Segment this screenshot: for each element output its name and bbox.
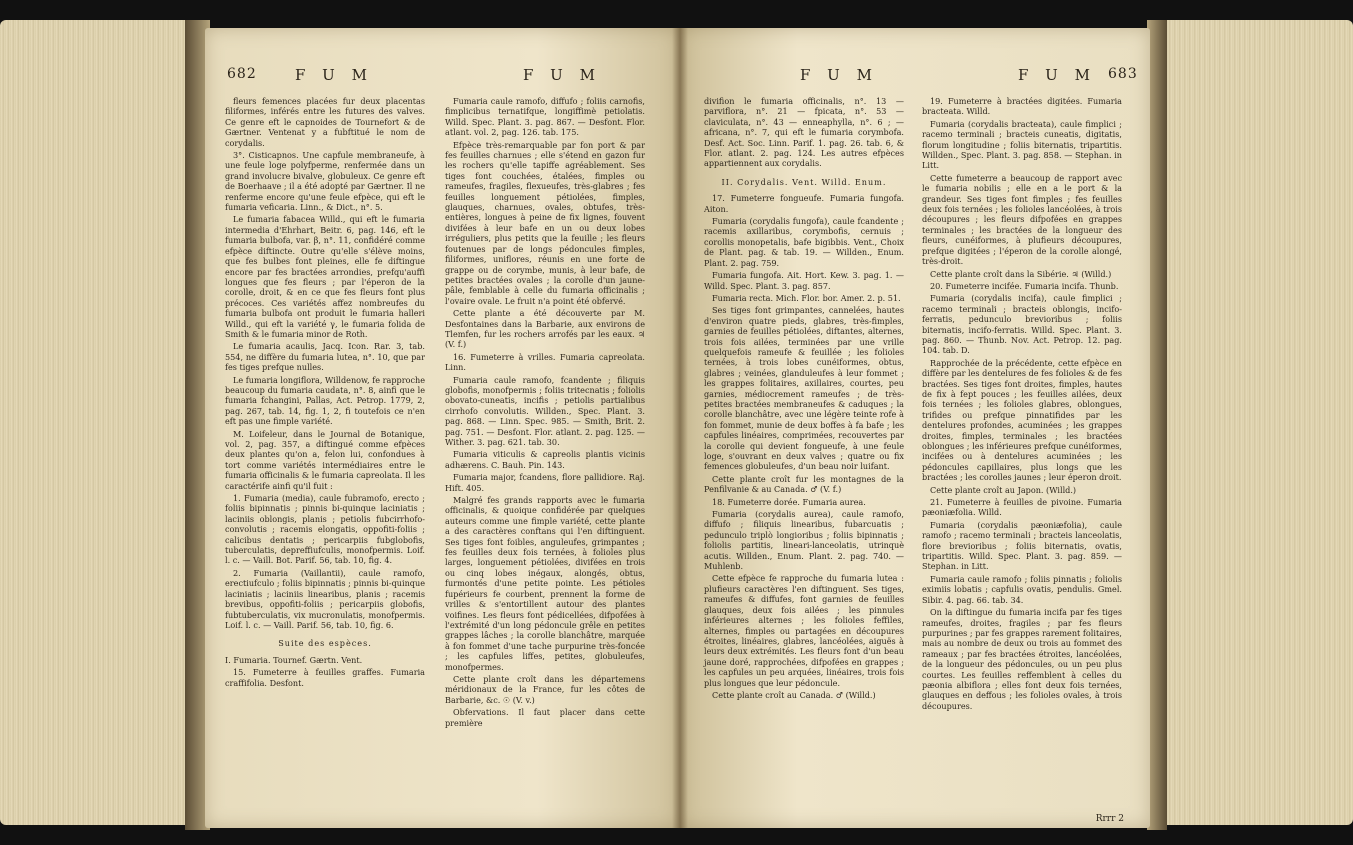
paragraph: Le fumaria fabacea Willd., qui eft le fumaria intermedia d'Ehrhart, Beitr. 6, pag. 146, eft le fumaria bulbofa, var. β, n°. 11, confidéré comme efpèce diftincte. Outre qu'elle s'élève moins, que fes bulbes font pleines, elle fe diftingue encore par fes bractées arrondies, prefqu'auffi longues que fes fleurs ; par l'éperon de la corolle, droit, & en ce que fes fleurs font plus précoces. Ces variétés affez nombreufes du fumaria bulbofa ont produit le fumaria halleri Willd., qui eft la variété γ, le fumaria folida de Smith & le fumaria minor de Roth.	[225, 214, 425, 339]
right-running-head-2: F U M	[1018, 66, 1096, 84]
paragraph: Fumaria recta. Mich. Flor. bor. Amer. 2. p. 51.	[712, 292, 901, 303]
species-heading: 18. Fumeterre dorée. Fumaria aurea.	[712, 496, 866, 507]
species-heading: 20. Fumeterre incifée. Fumaria incifa. Thunb.	[930, 280, 1119, 291]
paragraph: Cette fumeterre a beaucoup de rapport avec le fumaria nobilis ; elle en a le port & la grandeur. Ses tiges font fimples ; fes feuilles deux fois ternées ; les folioles lancéolées, à trois découpures ; les fleurs difpofées en grappes terminales ; les bractées de la longueur des fleurs, cunéiformes, à plufieurs découpures, prefque digitées ; l'éperon de la corolle alongé, très-droit.	[922, 172, 1122, 267]
paragraph: Cette plante croît dans la Sibérie. ♃ (Willd.)	[930, 268, 1112, 279]
right-cover-shadow	[1147, 20, 1167, 830]
left-page	[205, 28, 680, 828]
paragraph: Fumaria (corydalis fungofa), caule fcandente ; racemis axillaribus, corymbofis, cernuis ; corollis monopetalis, bafe bigibbis. Vent., Choix de Plant. pag. & tab. 19. — Willden., Enum. Plant. 2. pag. 759.	[704, 216, 904, 268]
paragraph: 2. Fumaria (Vaillantii), caule ramofo, erectiufculo ; foliis bipinnatis ; pinnis bi-quinque laciniatis ; laciniis linearibus, planis ; racemis brevibus, oppofiti-foliis ; pericarpiis globofis, fubtuberculatis, vix mucronulatis, monofpermis. Loif. l. c. — Vaill. Parif. 56, tab. 10, fig. 6.	[225, 567, 425, 630]
right-page-header	[680, 66, 1150, 90]
paragraph: Fumaria viticulis & capreolis plantis vicinis adhærens. C. Bauh. Pin. 143.	[445, 449, 645, 470]
paragraph: Fumaria (corydalis incifa), caule fimplici ; racemo terminali ; bracteis oblongis, incifo-ferratis, pedunculo brevioribus ; foliis biternatis, incifo-ferratis. Willd. Spec. Plant. 3. pag. 860. — Thunb. Nov. Act. Petrop. 12. pag. 104. tab. D.	[922, 293, 1122, 356]
right-page	[680, 28, 1150, 828]
paragraph: Ses tiges font grimpantes, cannelées, hautes d'environ quatre pieds, glabres, très-fimples, garnies de feuilles pétiolées, diftantes, alternes, trois fois ailées, terminées par une vrille quelquefois rameufe & feuillée ; les folioles ternées, à trois lobes cunéiformes, obtus, glabres ; veinées, glanduleufes à leur fommet ; les grappes folitaires, axillaires, courtes, peu garnies, médiocrement rameufes ; de très-petites bractées membraneufes & caduques ; la corolle blanchâtre, avec une légère teinte rofe à fon fommet, munie de deux boffes à fa bafe ; les capfules linéaires, comprimées, recouvertes par la corolle qui devient fongueufe, à une feule loge, s'ouvrant en deux valves ; quatre ou fix femences globuleufes, d'un beau noir luifant.	[704, 305, 904, 472]
paragraph: I. Fumaria. Tournef. Gærtn. Vent.	[225, 654, 363, 665]
paragraph: Cette plante croît au Japon. (Willd.)	[930, 484, 1077, 495]
right-running-head-1: F U M	[800, 66, 878, 84]
section-title: II. Corydalis. Vent. Willd. Enum.	[721, 176, 887, 187]
left-running-head-2: F U M	[523, 66, 601, 84]
species-heading: 19. Fumeterre à bractées digitées. Fumaria bracteata. Willd.	[922, 96, 1122, 117]
right-page-number: 683	[1108, 66, 1138, 82]
paragraph: Rapprochée de la précédente, cette efpèce en diffère par les dentelures de fes folioles & de fes bractées. Ses tiges font droites, fimples, hautes de fix à fept pouces ; les feuilles ailées, deux fois ternées ; les folioles glabres, oblongues, trifides ou prefque pinnatifides par les dentelures profondes, acuminées ; les grappes droites, fimples, terminales ; les bractées oblongues ; les inférieures prefque cunéiformes, incifées ou à dentelures acuminées ; les pédoncules capillaires, plus longs que les bractées ; les corolles jaunes ; leur éperon droit.	[922, 357, 1122, 483]
paragraph: Cette plante croît fur les montagnes de la Penfilvanie & au Canada. ♂ (V. f.)	[704, 473, 904, 495]
left-page-edges	[0, 20, 185, 825]
left-page-column-2	[445, 96, 645, 730]
paragraph: Malgré fes grands rapports avec le fumaria officinalis, & quoique confidérée par quelques auteurs comme une fimple variété, cette plante a des caractères conftans qui l'en diftinguent. Ses tiges font foibles, anguleufes, grimpantes ; fes feuilles deux fois ternées, à folioles plus larges, longuement pétiolées, divifées en trois ou cinq lobes inégaux, alongés, obtus, furmontés d'une petite pointe. Les pétioles fupérieurs fe courbent, prennent la forme de vrilles & s'entortillent autour des plantes voifines. Les fleurs font pédicellées, difpofées à l'extrémité d'un long pédoncule grêle en petites grappes lâches ; la corolle blanchâtre, marquée à fon fommet d'une tache purpurine très-foncée ; les capfules liffes, petites, globuleufes, monofpermes.	[445, 495, 645, 672]
paragraph: Cette plante croît au Canada. ♂ (Willd.)	[712, 689, 876, 700]
right-page-edges	[1163, 20, 1353, 825]
paragraph: Fumaria major, fcandens, flore pallidiore. Raj. Hift. 405.	[445, 472, 645, 493]
species-heading: 15. Fumeterre à feuilles graffes. Fumaria craffifolia. Desfont.	[225, 667, 425, 688]
species-heading: 17. Fumeterre fongueufe. Fumaria fungofa. Aiton.	[704, 193, 904, 214]
paragraph: Cette plante a été découverte par M. Desfontaines dans la Barbarie, aux environs de Tlemfen, fur les rochers arrofés par les eaux. ♃ (V. f.)	[445, 308, 645, 350]
paragraph: Fumaria (corydalis aurea), caule ramofo, diffufo ; filiquis linearibus, fubarcuatis ; pedunculo triplò longioribus ; foliis bipinnatis ; foliolis partitis, lineari-lanceolatis, utrinquè acutis. Willden., Enum. Plant. 2. pag. 740. — Muhlenb.	[704, 509, 904, 572]
paragraph: Fumaria caule ramofo ; foliis pinnatis ; foliolis eximiis lobatis ; capfulis ovatis, pendulis. Gmel. Sibir. 4. pag. 66. tab. 34.	[922, 573, 1122, 605]
paragraph: Fumaria caule ramofo, diffufo ; foliis carnofis, fimplicibus ternatifque, longiffimè petiolatis. Willd. Spec. Plant. 3. pag. 867. — Desfont. Flor. atlant. vol. 2, pag. 126. tab. 175.	[445, 96, 645, 138]
paragraph: M. Loifeleur, dans le Journal de Botanique, vol. 2, pag. 357, a diftingué comme efpèces deux plantes qu'on a, felon lui, confondues à tort comme variétés intermédiaires entre le fumaria officinalis & le fumaria capreolata. Il les caractérife ainfi qu'il fuit :	[225, 428, 425, 491]
species-heading: 21. Fumeterre à feuilles de pivoine. Fumaria pæoniæfolia. Willd.	[922, 497, 1122, 518]
paragraph: fleurs femences placées fur deux placentas filiformes, inférés entre les futures des valves. Ce genre eft le capnoides de Tournefort & de Gærtner. Ventenat y a fubftitué le nom de corydalis.	[225, 96, 425, 148]
paragraph: Cette plante croît dans les départemens méridionaux de la France, fur les côtes de Barbarie, &c. ☉ (V. v.)	[445, 673, 645, 705]
paragraph: Fumaria caule ramofo, fcandente ; filiquis globofis, monofpermis ; foliis tritecnatis ; foliolis obovato-cuneatis, incifis ; petiolis partialibus cirrhofo convolutis. Willden., Spec. Plant. 3. pag. 868. — Linn. Spec. 985. — Smith, Brit. 2. pag. 751. — Desfont. Flor. atlant. 2. pag. 125. — Wither. 3. pag. 621. tab. 30.	[445, 374, 645, 447]
paragraph: Fumaria (corydalis pæoniæfolia), caule ramofo ; racemo terminali ; bracteis lanceolatis, flore brevioribus ; foliis biternatis, ovatis, tripartitis. Willd. Spec. Plant. 3. pag. 859. — Stephan. in Litt.	[922, 519, 1122, 572]
section-title: Suite des espèces.	[278, 638, 372, 649]
book-gutter	[672, 28, 688, 828]
paragraph: Fumaria (corydalis bracteata), caule fimplici ; racemo terminali ; bracteis cuneatis, digitatis, florum longitudine ; foliis biternatis, tripartitis. Willden., Spec. Plant. 3. pag. 858. — Stephan. in Litt.	[922, 118, 1122, 171]
signature-mark: Rrrr 2	[1095, 814, 1124, 824]
paragraph: divifion le fumaria officinalis, n°. 13 — parviflora, n°. 21 — fpicata, n°. 53 — claviculata, n°. 43 — enneaphylla, n°. 6 ; — africana, n°. 7, qui eft le fumaria corymbofa. Desf. Act. Soc. Linn. Parif. 1. pag. 26. tab. 6, & Flor. atlant. 2. pag. 124. Les autres efpèces appartiennent aux corydalis.	[704, 96, 904, 169]
paragraph: Le fumaria acaulis, Jacq. Icon. Rar. 3, tab. 554, ne diffère du fumaria lutea, n°. 10, que par fes tiges prefque nulles.	[225, 341, 425, 373]
paragraph: 1. Fumaria (media), caule fubramofo, erecto ; foliis bipinnatis ; pinnis bi-quinque laciniatis ; laciniis oblongis, planis ; petiolis fubcirrhofo-convolutis ; racemis elongatis, oppofiti-foliis ; calicibus dentatis ; pericarpiis fubglobofis, tuberculatis, depreffiufculis, monofpermis. Loif. l. c. — Vaill. Bot. Parif. 56, tab. 10, fig. 4.	[225, 493, 425, 566]
right-page-column-1	[704, 96, 904, 702]
left-page-header	[205, 66, 680, 90]
left-page-column-1	[225, 96, 425, 690]
paragraph: Cette efpèce fe rapproche du fumaria lutea : plufieurs caractères l'en diftinguent. Ses tiges, rameufes & diffufes, font garnies de feuilles glauques, deux fois ailées ; les pinnules inférieures alternes ; les folioles feffiles, alternes, fimples ou partagées en découpures étroites, linéaires, glabres, lancéolées, aiguës à leurs deux extrémités. Les fleurs font d'un beau jaune doré, rapprochées, difpofées en grappes ; les capfules un peu arquées, linéaires, trois fois plus longues que leur pédoncule.	[704, 573, 904, 688]
paragraph: 3°. Cisticapnos. Une capfule membraneufe, à une feule loge polyfperme, renfermée dans un grand involucre bivalve, globuleux. Ce genre eft de Boerhaave ; il a été adopté par Gærtner. Il ne renferme encore qu'une feule efpèce, qui eft le fumaria veficaria. Linn., & Dict., n°. 5.	[225, 150, 425, 213]
paragraph: Fumaria fungofa. Ait. Hort. Kew. 3. pag. 1. — Willd. Spec. Plant. 3. pag. 857.	[704, 270, 904, 291]
left-page-number: 682	[227, 66, 257, 82]
paragraph: Obfervations. Il faut placer dans cette première	[445, 707, 645, 728]
species-heading: 16. Fumeterre à vrilles. Fumaria capreolata. Linn.	[445, 351, 645, 373]
paragraph: On la diftingue du fumaria incifa par fes tiges rameufes, droites, fragiles ; par fes fleurs purpurines ; par fes grappes rarement folitaires, mais au nombre de deux ou trois au fommet des rameaux ; par fes bractées étroites, lancéolées, de la longueur des pédoncules, ou un peu plus courtes. Les feuilles reffemblent à celles du pæonia albiflora ; elles font deux fois ternées, glauques en deffous ; les folioles ovales, à trois découpures.	[922, 607, 1122, 711]
paragraph: Le fumaria longiflora, Willdenow, fe rapproche beaucoup du fumaria caudata, n°. 8, ainfi que le fumaria fchangini, Pallas, Act. Petrop. 1779, 2, pag. 267, tab. 14, fig. 1, 2, fi toutefois ce n'en eft pas une fimple variété.	[225, 374, 425, 427]
paragraph: Efpèce très-remarquable par fon port & par fes feuilles charnues ; elle s'étend en gazon fur les rochers qu'elle tapiffe agréablement. Ses tiges font couchées, étalées, fimples ou rameufes, fragiles, flexueufes, très-glabres ; fes feuilles longuement pétiolées, fimples, glauques, charnues, ovales, obtufes, très-entières, longues à peine de fix lignes, fouvent divifées à leur bafe en un ou deux lobes irréguliers, plus petits que la feuille ; les fleurs foutenues par de longs pédoncules fimples, filiformes, uniflores, réunis en une forte de grappe ou de corymbe, munis, à leur bafe, de petites bractées ovales ; la corolle d'un jaune-pâle, femblable à celle du fumaria officinalis ; l'ovaire ovale. Le fruit n'a point été obfervé.	[445, 139, 645, 306]
left-running-head-1: F U M	[295, 66, 373, 84]
right-page-column-2	[922, 96, 1122, 713]
